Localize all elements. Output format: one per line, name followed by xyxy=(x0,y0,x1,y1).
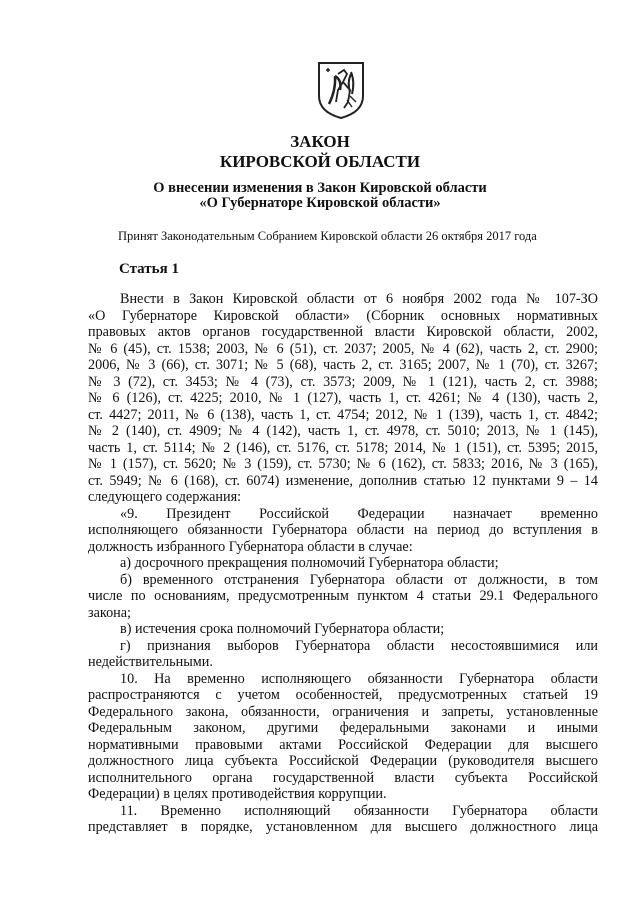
law-title: ЗАКОН xyxy=(290,132,350,151)
body-line: «О Губернаторе Кировской области» (Сборник основных нормативных xyxy=(88,307,598,324)
body-line: закона; xyxy=(88,604,131,621)
body-line: должностного лица субъекта Российской Федерации (руководителя высшего xyxy=(88,753,598,769)
body-line: Федерального закона, обязанности, ограничения и запреты, установленные xyxy=(88,703,598,720)
body-line: в) истечения срока полномочий Губернатора области; xyxy=(120,621,445,637)
law-subtitle-line1: О внесении изменения в Закон Кировской области xyxy=(153,180,487,196)
adoption-note: Принят Законодательным Собранием Кировской области 26 октября 2017 года xyxy=(118,229,537,243)
body-line: 10. На временно исполняющего обязанности Губернатора области xyxy=(120,670,598,687)
article-heading: Статья 1 xyxy=(119,261,179,277)
body-line: ст. 4427; 2011, № 6 (138), часть 1, ст. 4754; 2012, № 1 (139), часть 1, ст. 4842; xyxy=(88,406,598,423)
body-line: а) досрочного прекращения полномочий Губернатора области; xyxy=(120,555,499,571)
body-line: 2006, № 3 (66), ст. 3071; № 5 (68), часть 2, ст. 3165; 2007, № 1 (70), ст. 3267; xyxy=(88,357,598,373)
body-line: числе по основаниям, предусмотренным пунктом 4 статьи 29.1 Федерального xyxy=(88,588,598,604)
body-line: «9. Президент Российской Федерации назначает временно xyxy=(120,505,598,522)
body-line: Федерации) в целях противодействия коррупции. xyxy=(88,786,387,802)
body-line: № 6 (126), ст. 4225; 2010, № 1 (127), часть 1, ст. 4261; № 4 (130), часть 2, xyxy=(88,390,598,406)
body-line: № 3 (72), ст. 3453; № 4 (73), ст. 3573; 2009, № 1 (121), часть 2, ст. 3988; xyxy=(88,373,598,390)
article-body xyxy=(88,291,598,836)
body-line: № 2 (140), ст. 4909; № 4 (142), часть 1, ст. 4978, ст. 5010; 2013, № 1 (145), xyxy=(88,423,598,439)
body-line: исполняющего обязанности Губернатора области на период до вступления в xyxy=(88,522,598,538)
body-line: б) временного отстранения Губернатора области от должности, в том xyxy=(120,571,598,588)
law-region-title: КИРОВСКОЙ ОБЛАСТИ xyxy=(219,152,421,171)
body-line: правовых актов органов государственной власти Кировской области, 2002, xyxy=(88,324,598,340)
body-line: г) признания выборов Губернатора области несостоявшимися или xyxy=(120,637,598,654)
body-line: нормативными правовыми актами Российской Федерации для высшего xyxy=(88,736,598,753)
body-line: представляет в порядке, установленном для высшего должностного лица xyxy=(88,819,598,835)
body-line: следующего содержания: xyxy=(88,489,242,505)
body-line: № 1 (157), ст. 5620; № 3 (159), ст. 5730; № 6 (162), ст. 5833; 2016, № 3 (165), xyxy=(88,456,598,472)
body-line: должность избранного Губернатора области в случае: xyxy=(88,538,413,555)
coat-of-arms-icon xyxy=(316,60,366,120)
body-line: № 6 (45), ст. 1538; 2003, № 6 (51), ст. 2037; 2005, № 4 (62), часть 2, ст. 2900; xyxy=(88,340,598,357)
body-line: исполнительного органа государственной власти субъекта Российской xyxy=(88,769,598,786)
body-line: Внести в Закон Кировской области от 6 ноября 2002 года № 107-ЗО xyxy=(120,291,598,307)
body-line: Федеральным законом, другими федеральными законами и иными xyxy=(88,720,598,736)
law-subtitle-line2: «О Губернаторе Кировской области» xyxy=(199,195,441,211)
body-line: 11. Временно исполняющий обязанности Губернатора области xyxy=(120,802,598,819)
body-line: распространяются с учетом особенностей, предусмотренных статьей 19 xyxy=(88,687,598,703)
body-line: ст. 5949; № 6 (168), ст. 6074) изменение, дополнив статью 12 пунктами 9 – 14 xyxy=(88,472,598,489)
body-line: часть 1, ст. 5114; № 2 (146), ст. 5176, ст. 5178; 2014, № 1 (151), ст. 5395; 2015, xyxy=(88,439,598,456)
body-line: недействительными. xyxy=(88,654,213,670)
